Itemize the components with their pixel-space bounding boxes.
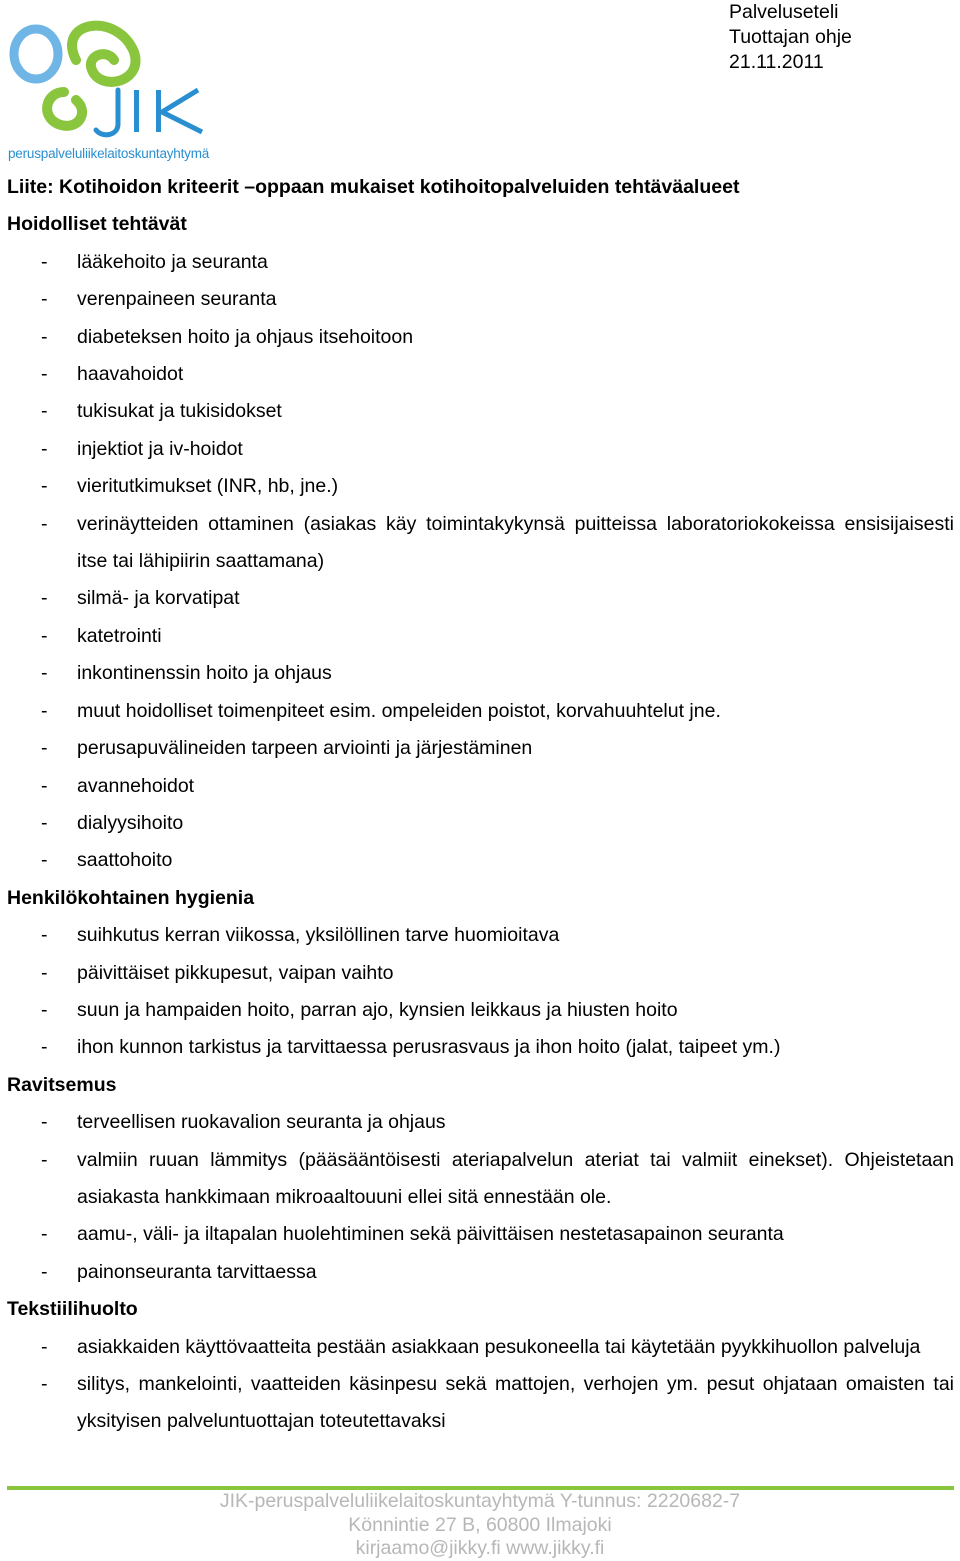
- list-item-text: muut hoidolliset toimenpiteet esim. ompeleiden poistot, korvahuuhtelut jne.: [77, 699, 721, 722]
- list-bullet: -: [41, 1111, 48, 1134]
- list-item-text: painonseuranta tarvittaessa: [77, 1260, 317, 1283]
- list-item: [7, 281, 954, 318]
- list-bullet: -: [41, 998, 48, 1021]
- list-item-text: avannehoidot: [77, 774, 195, 797]
- footer-contact: kirjaamo@jikky.fi www.jikky.fi: [355, 1537, 605, 1559]
- list-item: [7, 1142, 954, 1217]
- list-item: [7, 768, 954, 805]
- list-bullet: -: [41, 475, 48, 498]
- list-item-text: asiakkaiden käyttövaatteita pestään asiakkaan pesukoneella tai käytetään pyykkihuollon palveluja: [77, 1335, 921, 1358]
- list-item: [7, 917, 954, 954]
- list-item: [7, 693, 954, 730]
- document-header: [729, 0, 852, 75]
- list-item-text: inkontinenssin hoito ja ohjaus: [77, 662, 332, 685]
- list-item: [7, 618, 954, 655]
- list-bullet: -: [41, 250, 48, 273]
- list-item-text: vieritutkimukset (INR, hb, jne.): [77, 475, 339, 498]
- jik-logo-graphic: [6, 12, 224, 142]
- list-bullet: -: [41, 1335, 48, 1358]
- list-bullet: -: [41, 699, 48, 722]
- list-item-text: silitys, mankelointi, vaatteiden käsinpesu sekä mattojen, verhojen ym. pesut ohjataan omaisten tai yksityisen palveluntuottajan toteutettavaksi: [77, 1373, 954, 1433]
- list-bullet: -: [41, 288, 48, 311]
- list-item: [7, 580, 954, 617]
- list-item: [7, 1366, 954, 1441]
- list-item: [7, 319, 954, 356]
- list-bullet: -: [41, 774, 48, 797]
- jik-logo: [6, 12, 224, 164]
- list-item-text: päivittäiset pikkupesut, vaipan vaihto: [77, 961, 394, 984]
- list-item-text: diabeteksen hoito ja ohjaus itsehoitoon: [77, 325, 414, 348]
- list-item-text: suihkutus kerran viikossa, yksilöllinen tarve huomioitava: [77, 924, 560, 947]
- header-producer-guide: Tuottajan ohje: [729, 26, 852, 48]
- list-bullet: -: [41, 811, 48, 834]
- list-bullet: -: [41, 400, 48, 423]
- list-bullet: -: [41, 849, 48, 872]
- list-bullet: -: [41, 512, 48, 535]
- list-item: [7, 1254, 954, 1291]
- list-bullet: -: [41, 587, 48, 610]
- document-body: [7, 169, 954, 1441]
- logo-tagline: peruspalveluliikelaitoskuntayhtymä: [8, 146, 210, 161]
- list-bullet: -: [41, 624, 48, 647]
- list-item-text: katetrointi: [77, 624, 162, 647]
- list-item: [7, 1029, 954, 1066]
- list-item-text: terveellisen ruokavalion seuranta ja ohjaus: [77, 1111, 446, 1134]
- list-item: [7, 1216, 954, 1253]
- logo-letter-j: [96, 90, 118, 135]
- list-item: [7, 356, 954, 393]
- list-item: [7, 730, 954, 767]
- logo-letter-i: [134, 90, 139, 132]
- logo-green-loop: [47, 92, 82, 126]
- list-bullet: -: [41, 1373, 48, 1395]
- logo-green-swirl: [72, 26, 135, 82]
- section-heading: Tekstiilihuolto: [7, 1298, 138, 1321]
- list-item: [7, 655, 954, 692]
- header-date: 21.11.2011: [729, 51, 824, 73]
- list-item: [7, 842, 954, 879]
- list-item-text: aamu-, väli- ja iltapalan huolehtiminen sekä päivittäisen nestetasapainon seuranta: [77, 1223, 784, 1246]
- header-service-voucher: Palveluseteli: [729, 1, 839, 23]
- list-bullet: -: [41, 437, 48, 460]
- list-item-text: injektiot ja iv-hoidot: [77, 437, 243, 460]
- list-bullet: -: [41, 961, 48, 984]
- list-bullet: -: [41, 737, 48, 760]
- list-item: [7, 1104, 954, 1141]
- footer-organization: JIK-peruspalveluliikelaitoskuntayhtymä Y-tunnus: 2220682-7: [219, 1490, 741, 1512]
- list-item-text: verinäytteiden ottaminen (asiakas käy toimintakykynsä puitteissa laboratoriokokeissa ensisijaisesti itse tai lähipiirin saattamana): [77, 512, 954, 573]
- list-bullet: -: [41, 1036, 48, 1059]
- sections-container: [7, 206, 954, 1440]
- list-item: [7, 955, 954, 992]
- footer-address: Könnintie 27 B, 60800 Ilmajoki: [348, 1513, 612, 1536]
- document-title: Liite: Kotihoidon kriteerit –oppaan mukaiset kotihoitopalveluiden tehtäväalueet: [7, 176, 740, 198]
- list-bullet: -: [41, 363, 48, 386]
- list-item-text: ihon kunnon tarkistus ja tarvittaessa perusrasvaus ja ihon hoito (jalat, taipeet ym.): [77, 1036, 781, 1059]
- section-heading: Ravitsemus: [7, 1073, 117, 1096]
- list-item: [7, 244, 954, 281]
- list-item: [7, 1329, 954, 1366]
- logo-letter-k-arms: [162, 90, 202, 132]
- list-item-text: suun ja hampaiden hoito, parran ajo, kynsien leikkaus ja hiusten hoito: [77, 998, 678, 1021]
- list-item: [7, 992, 954, 1029]
- list-bullet: -: [41, 1223, 48, 1246]
- list-item-text: saattohoito: [77, 849, 173, 872]
- list-item-text: verenpaineen seuranta: [77, 288, 277, 311]
- list-item: [7, 431, 954, 468]
- list-item-text: lääkehoito ja seuranta: [77, 250, 268, 273]
- list-bullet: -: [41, 1148, 48, 1171]
- section-heading: Hoidolliset tehtävät: [7, 213, 187, 236]
- list-item: [7, 506, 954, 581]
- document-footer: [0, 1490, 960, 1561]
- logo-blue-ring: [14, 29, 58, 79]
- list-item: [7, 468, 954, 505]
- list-item-text: valmiin ruuan lämmitys (pääsääntöisesti ateriapalvelun ateriat tai valmiit einekset). Ohjeistetaan asiakasta hankkimaan mikroaaltouuni ellei sitä ennestään ole.: [77, 1148, 954, 1208]
- list-item-text: haavahoidot: [77, 363, 184, 386]
- list-bullet: -: [41, 1260, 48, 1283]
- list-bullet: -: [41, 662, 48, 685]
- list-item-text: dialyysihoito: [77, 811, 184, 834]
- list-item-text: perusapuvälineiden tarpeen arviointi ja järjestäminen: [77, 737, 533, 760]
- list-bullet: -: [41, 924, 48, 947]
- section-heading: Henkilökohtainen hygienia: [7, 886, 255, 909]
- list-item: [7, 393, 954, 430]
- list-bullet: -: [41, 325, 48, 348]
- list-item: [7, 805, 954, 842]
- list-item-text: silmä- ja korvatipat: [77, 587, 240, 610]
- list-item-text: tukisukat ja tukisidokset: [77, 400, 282, 423]
